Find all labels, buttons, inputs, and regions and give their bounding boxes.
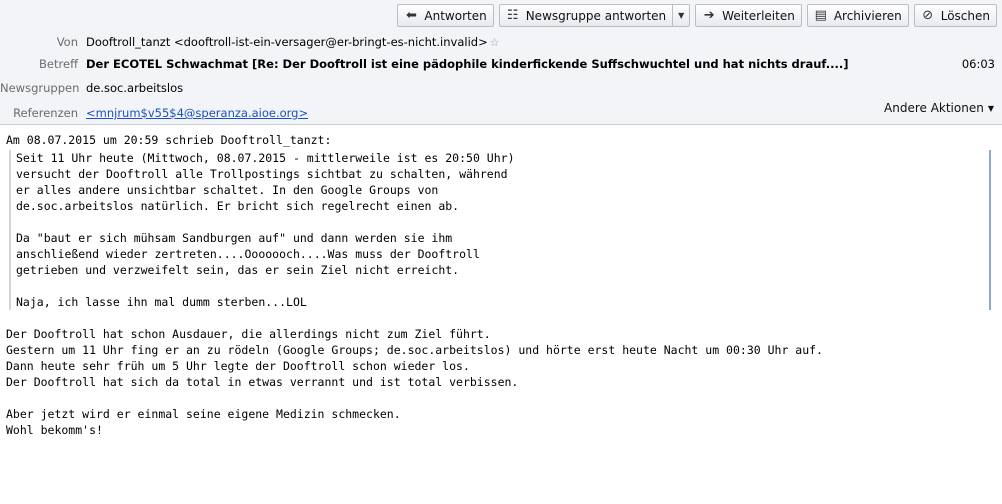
forward-arrow-icon: ➔ bbox=[703, 8, 715, 23]
forward-label: Weiterleiten bbox=[722, 8, 795, 23]
reply-arrow-icon: ⬅ bbox=[405, 8, 417, 23]
references-row bbox=[0, 104, 1002, 122]
quote-line: er alles andere unsichtbar schaltet. In den Google Groups von bbox=[16, 183, 439, 197]
body-line: Gestern um 11 Uhr fing er an zu rödeln (Google Groups; de.soc.arbeitslos) und hörte erst heute Nacht um 00:30 Uhr auf. bbox=[6, 343, 823, 357]
from-value[interactable]: Dooftroll_tanzt <dooftroll-ist-ein-versager@er-bringt-es-nicht.invalid> bbox=[86, 35, 488, 49]
message-time: 06:03 bbox=[961, 57, 995, 71]
subject-row bbox=[0, 55, 1002, 73]
delete-label: Löschen bbox=[940, 8, 990, 23]
reply-newsgroup-button[interactable] bbox=[499, 4, 690, 27]
body-line: Der Dooftroll hat schon Ausdauer, die allerdings nicht zum Ziel führt. bbox=[6, 327, 491, 341]
body-line: Aber jetzt wird er einmal seine eigene Medizin schmecken. bbox=[6, 407, 401, 421]
message-header bbox=[0, 0, 1002, 125]
archive-button[interactable] bbox=[807, 4, 909, 27]
other-actions-menu[interactable] bbox=[884, 101, 994, 115]
from-row bbox=[0, 33, 1002, 51]
newsgroups-row bbox=[0, 79, 1002, 97]
quote-line: versucht der Dooftroll alle Trollpostings sichtbat zu schalten, während bbox=[16, 167, 508, 181]
body-line bbox=[6, 310, 996, 326]
dropdown-caret-icon: ▼ bbox=[987, 104, 994, 113]
message-body bbox=[6, 132, 996, 438]
body-line: Der Dooftroll hat sich da total in etwas verrannt und ist total verbissen. bbox=[6, 375, 519, 389]
reply-label: Antworten bbox=[424, 8, 487, 23]
newsgroups-label: Newsgruppen bbox=[0, 81, 80, 95]
subject-label: Betreff bbox=[39, 57, 78, 71]
quote-line: Seit 11 Uhr heute (Mittwoch, 08.07.2015 - mittlerweile ist es 20:50 Uhr) bbox=[16, 151, 515, 165]
reply-button[interactable] bbox=[397, 4, 493, 27]
other-actions-label: Andere Aktionen bbox=[884, 101, 984, 115]
newsgroup-icon: ☷ bbox=[506, 8, 519, 23]
quote-line bbox=[16, 214, 989, 230]
body-line: Dann heute sehr früh um 5 Uhr legte der Dooftroll schon wieder los. bbox=[6, 359, 470, 373]
chevron-down-icon[interactable]: ▼ bbox=[672, 5, 689, 26]
attribution-line: Am 08.07.2015 um 20:59 schrieb Dooftroll_tanzt: bbox=[6, 133, 332, 147]
quote-line: anschließend wieder zertreten....Ooooooch....Was muss der Dooftroll bbox=[16, 247, 480, 261]
delete-button[interactable] bbox=[914, 4, 997, 27]
star-icon[interactable]: ☆ bbox=[489, 35, 500, 49]
archive-icon: ▤ bbox=[814, 8, 827, 23]
from-label: Von bbox=[56, 35, 78, 49]
delete-icon: ⊘ bbox=[922, 8, 934, 23]
subject-value: Der ECOTEL Schwachmat [Re: Der Dooftroll ist eine pädophile kinderfickende Suffschwuchtel und hat nichts drauf....] bbox=[86, 57, 849, 71]
message-toolbar bbox=[397, 4, 997, 27]
archive-label: Archivieren bbox=[833, 8, 902, 23]
body-line: Wohl bekomm's! bbox=[6, 423, 103, 437]
quote-line: getrieben und verzweifelt sein, das er sein Ziel nicht erreicht. bbox=[16, 263, 460, 277]
quote-line: Da "baut er sich mühsam Sandburgen auf" und dann werden sie ihm bbox=[16, 231, 453, 245]
reply-newsgroup-label: Newsgruppe antworten bbox=[525, 8, 667, 23]
body-line bbox=[6, 390, 996, 406]
quote-line bbox=[16, 278, 989, 294]
references-label: Referenzen bbox=[13, 106, 78, 120]
quoted-text bbox=[9, 150, 991, 310]
quote-line: de.soc.arbeitslos natürlich. Er bricht sich regelrecht einen ab. bbox=[16, 199, 460, 213]
newsgroups-value[interactable]: de.soc.arbeitslos bbox=[86, 81, 184, 95]
quote-line: Naja, ich lasse ihn mal dumm sterben...LOL bbox=[16, 295, 307, 309]
references-link[interactable]: <mnjrum$v55$4@speranza.aioe.org> bbox=[86, 106, 309, 120]
forward-button[interactable] bbox=[695, 4, 802, 27]
